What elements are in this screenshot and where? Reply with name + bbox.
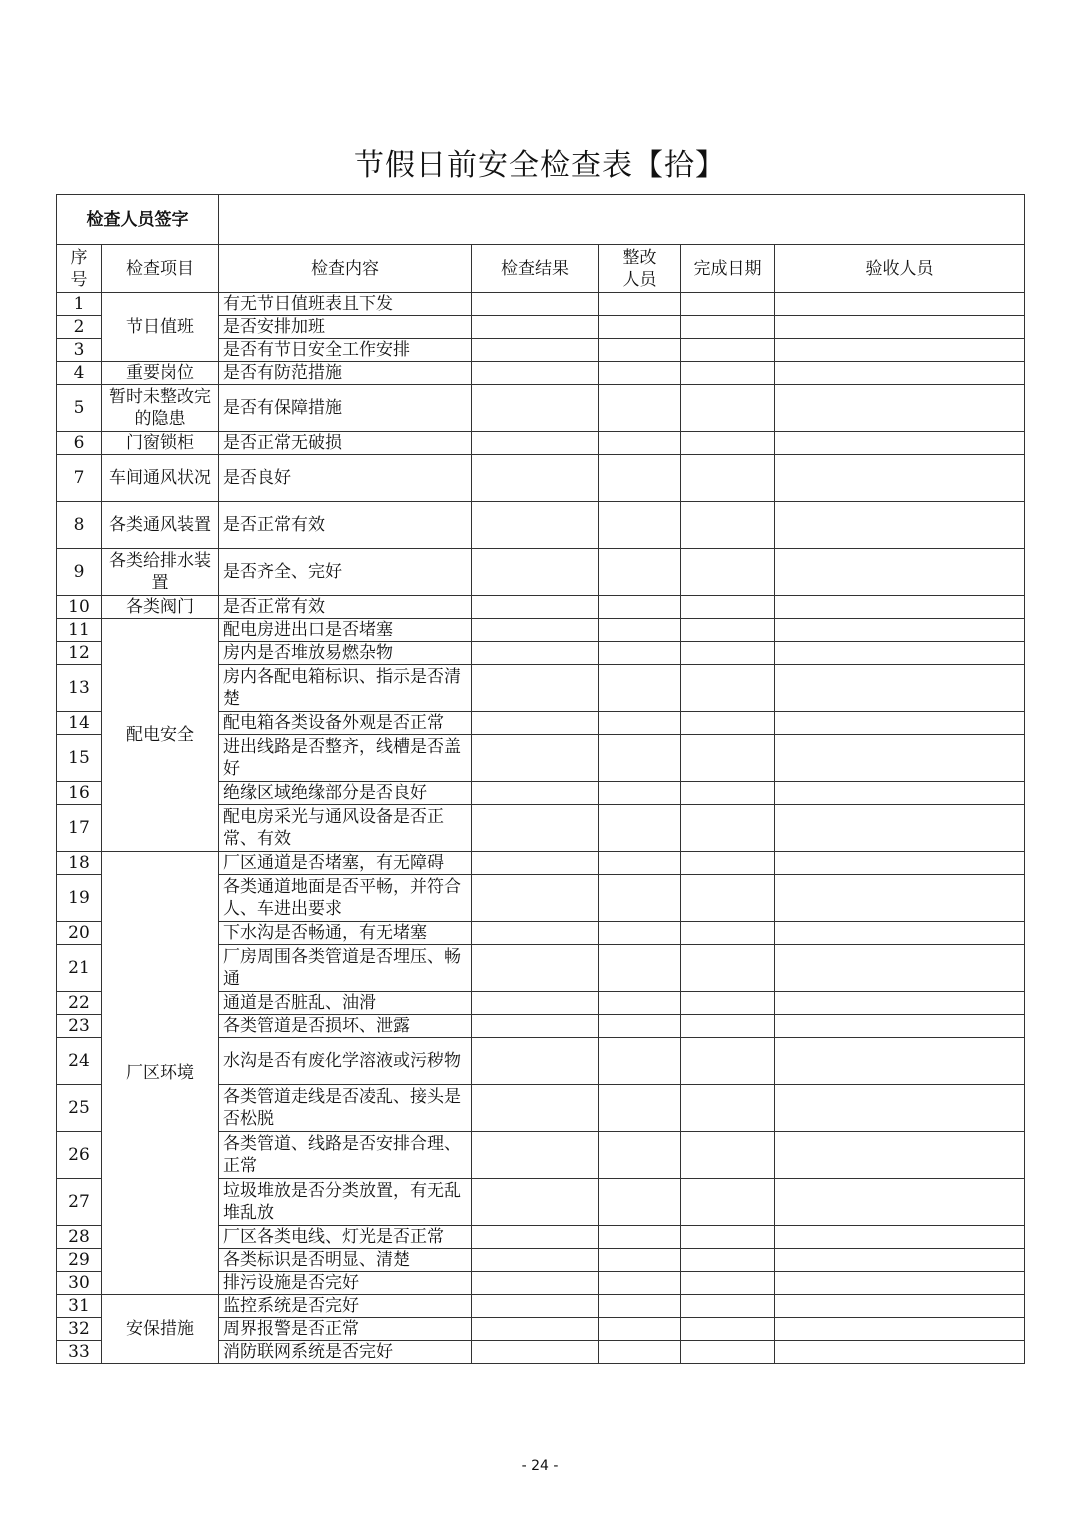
acceptor-cell[interactable] bbox=[775, 1038, 1025, 1085]
rectifier-cell[interactable] bbox=[599, 945, 681, 992]
page-number: - 24 - bbox=[521, 1458, 559, 1474]
check-item: 暂时未整改完的隐患 bbox=[102, 385, 219, 432]
result-cell[interactable] bbox=[472, 735, 599, 782]
result-cell[interactable] bbox=[472, 596, 599, 619]
row-number: 17 bbox=[57, 805, 102, 852]
check-item: 重要岗位 bbox=[102, 362, 219, 385]
rectifier-cell[interactable] bbox=[599, 316, 681, 339]
row-number: 15 bbox=[57, 735, 102, 782]
check-content: 配电房进出口是否堵塞 bbox=[219, 619, 472, 642]
date-cell[interactable] bbox=[681, 362, 775, 385]
result-cell[interactable] bbox=[472, 1179, 599, 1226]
check-content: 各类管道、线路是否安排合理、正常 bbox=[219, 1132, 472, 1179]
acceptor-cell[interactable] bbox=[775, 1295, 1025, 1318]
check-content: 是否有节日安全工作安排 bbox=[219, 339, 472, 362]
check-content: 是否有保障措施 bbox=[219, 385, 472, 432]
date-cell[interactable] bbox=[681, 596, 775, 619]
check-content: 各类管道是否损坏、泄露 bbox=[219, 1015, 472, 1038]
check-content: 排污设施是否完好 bbox=[219, 1272, 472, 1295]
result-cell[interactable] bbox=[472, 1038, 599, 1085]
check-content: 是否正常无破损 bbox=[219, 432, 472, 455]
signature-field[interactable] bbox=[219, 195, 1025, 245]
acceptor-cell[interactable] bbox=[775, 1318, 1025, 1341]
table-row bbox=[57, 852, 1025, 875]
row-number: 14 bbox=[57, 712, 102, 735]
result-cell[interactable] bbox=[472, 619, 599, 642]
acceptor-cell[interactable] bbox=[775, 1341, 1025, 1364]
acceptor-cell[interactable] bbox=[775, 992, 1025, 1015]
result-cell[interactable] bbox=[472, 1226, 599, 1249]
check-content: 通道是否脏乱、油滑 bbox=[219, 992, 472, 1015]
acceptor-cell[interactable] bbox=[775, 1085, 1025, 1132]
acceptor-cell[interactable] bbox=[775, 339, 1025, 362]
rectifier-cell[interactable] bbox=[599, 362, 681, 385]
rectifier-cell[interactable] bbox=[599, 735, 681, 782]
rectifier-cell[interactable] bbox=[599, 619, 681, 642]
acceptor-cell[interactable] bbox=[775, 642, 1025, 665]
row-number: 4 bbox=[57, 362, 102, 385]
date-cell[interactable] bbox=[681, 992, 775, 1015]
check-content: 进出线路是否整齐，线槽是否盖好 bbox=[219, 735, 472, 782]
acceptor-cell[interactable] bbox=[775, 432, 1025, 455]
rectifier-cell[interactable] bbox=[599, 1272, 681, 1295]
result-cell[interactable] bbox=[472, 1132, 599, 1179]
check-content: 各类标识是否明显、清楚 bbox=[219, 1249, 472, 1272]
check-content: 房内是否堆放易燃杂物 bbox=[219, 642, 472, 665]
row-number: 3 bbox=[57, 339, 102, 362]
check-item: 安保措施 bbox=[102, 1295, 219, 1364]
date-cell[interactable] bbox=[681, 1085, 775, 1132]
acceptor-cell[interactable] bbox=[775, 875, 1025, 922]
check-content: 周界报警是否正常 bbox=[219, 1318, 472, 1341]
table-row bbox=[57, 432, 1025, 455]
rectifier-cell[interactable] bbox=[599, 712, 681, 735]
header-result: 检查结果 bbox=[472, 245, 599, 293]
row-number: 30 bbox=[57, 1272, 102, 1295]
date-cell[interactable] bbox=[681, 1038, 775, 1085]
check-item: 节日值班 bbox=[102, 293, 219, 362]
acceptor-cell[interactable] bbox=[775, 852, 1025, 875]
acceptor-cell[interactable] bbox=[775, 1015, 1025, 1038]
rectifier-cell[interactable] bbox=[599, 1015, 681, 1038]
rectifier-cell[interactable] bbox=[599, 922, 681, 945]
check-content: 水沟是否有废化学溶液或污秽物 bbox=[219, 1038, 472, 1085]
rectifier-cell[interactable] bbox=[599, 1132, 681, 1179]
acceptor-cell[interactable] bbox=[775, 549, 1025, 596]
rectifier-cell[interactable] bbox=[599, 665, 681, 712]
header-content: 检查内容 bbox=[219, 245, 472, 293]
inspection-table bbox=[56, 194, 1025, 1364]
acceptor-cell[interactable] bbox=[775, 596, 1025, 619]
row-number: 32 bbox=[57, 1318, 102, 1341]
row-number: 28 bbox=[57, 1226, 102, 1249]
rectifier-cell[interactable] bbox=[599, 1341, 681, 1364]
result-cell[interactable] bbox=[472, 782, 599, 805]
check-item: 厂区环境 bbox=[102, 852, 219, 1295]
table-row bbox=[57, 362, 1025, 385]
result-cell[interactable] bbox=[472, 385, 599, 432]
date-cell[interactable] bbox=[681, 1132, 775, 1179]
check-item: 车间通风状况 bbox=[102, 455, 219, 502]
page-title: 节假日前安全检查表【拾】 bbox=[354, 148, 726, 183]
result-cell[interactable] bbox=[472, 805, 599, 852]
acceptor-cell[interactable] bbox=[775, 385, 1025, 432]
table-row bbox=[57, 596, 1025, 619]
acceptor-cell[interactable] bbox=[775, 362, 1025, 385]
acceptor-cell[interactable] bbox=[775, 293, 1025, 316]
row-number: 12 bbox=[57, 642, 102, 665]
check-content: 房内各配电箱标识、指示是否清楚 bbox=[219, 665, 472, 712]
table-row bbox=[57, 502, 1025, 549]
rectifier-cell[interactable] bbox=[599, 1085, 681, 1132]
date-cell[interactable] bbox=[681, 455, 775, 502]
date-cell[interactable] bbox=[681, 782, 775, 805]
date-cell[interactable] bbox=[681, 642, 775, 665]
row-number: 10 bbox=[57, 596, 102, 619]
check-content: 各类管道走线是否凌乱、接头是否松脱 bbox=[219, 1085, 472, 1132]
check-content: 消防联网系统是否完好 bbox=[219, 1341, 472, 1364]
result-cell[interactable] bbox=[472, 455, 599, 502]
rectifier-cell[interactable] bbox=[599, 502, 681, 549]
date-cell[interactable] bbox=[681, 945, 775, 992]
signature-row bbox=[57, 195, 1025, 245]
check-content: 厂区各类电线、灯光是否正常 bbox=[219, 1226, 472, 1249]
signature-label: 检查人员签字 bbox=[57, 195, 219, 245]
check-content: 配电房采光与通风设备是否正常、有效 bbox=[219, 805, 472, 852]
rectifier-cell[interactable] bbox=[599, 339, 681, 362]
date-cell[interactable] bbox=[681, 805, 775, 852]
row-number: 9 bbox=[57, 549, 102, 596]
acceptor-cell[interactable] bbox=[775, 619, 1025, 642]
row-number: 23 bbox=[57, 1015, 102, 1038]
rectifier-cell[interactable] bbox=[599, 293, 681, 316]
table-row bbox=[57, 455, 1025, 502]
result-cell[interactable] bbox=[472, 1341, 599, 1364]
date-cell[interactable] bbox=[681, 665, 775, 712]
rectifier-cell[interactable] bbox=[599, 549, 681, 596]
row-number: 6 bbox=[57, 432, 102, 455]
check-content: 垃圾堆放是否分类放置，有无乱堆乱放 bbox=[219, 1179, 472, 1226]
rectifier-cell[interactable] bbox=[599, 992, 681, 1015]
result-cell[interactable] bbox=[472, 502, 599, 549]
acceptor-cell[interactable] bbox=[775, 316, 1025, 339]
result-cell[interactable] bbox=[472, 1272, 599, 1295]
result-cell[interactable] bbox=[472, 1295, 599, 1318]
result-cell[interactable] bbox=[472, 362, 599, 385]
date-cell[interactable] bbox=[681, 1341, 775, 1364]
acceptor-cell[interactable] bbox=[775, 805, 1025, 852]
row-number: 24 bbox=[57, 1038, 102, 1085]
header-acceptor: 验收人员 bbox=[775, 245, 1025, 293]
date-cell[interactable] bbox=[681, 502, 775, 549]
date-cell[interactable] bbox=[681, 922, 775, 945]
row-number: 33 bbox=[57, 1341, 102, 1364]
rectifier-cell[interactable] bbox=[599, 875, 681, 922]
acceptor-cell[interactable] bbox=[775, 712, 1025, 735]
result-cell[interactable] bbox=[472, 852, 599, 875]
row-number: 7 bbox=[57, 455, 102, 502]
date-cell[interactable] bbox=[681, 735, 775, 782]
row-number: 16 bbox=[57, 782, 102, 805]
row-number: 8 bbox=[57, 502, 102, 549]
row-number: 26 bbox=[57, 1132, 102, 1179]
check-item: 各类给排水装置 bbox=[102, 549, 219, 596]
check-item: 配电安全 bbox=[102, 619, 219, 852]
check-content: 有无节日值班表且下发 bbox=[219, 293, 472, 316]
check-content: 是否有防范措施 bbox=[219, 362, 472, 385]
acceptor-cell[interactable] bbox=[775, 1179, 1025, 1226]
header-item: 检查项目 bbox=[102, 245, 219, 293]
header-rectifier: 整改人员 bbox=[599, 245, 681, 293]
acceptor-cell[interactable] bbox=[775, 1272, 1025, 1295]
rectifier-cell[interactable] bbox=[599, 432, 681, 455]
check-content: 厂区通道是否堵塞，有无障碍 bbox=[219, 852, 472, 875]
date-cell[interactable] bbox=[681, 1179, 775, 1226]
check-content: 是否齐全、完好 bbox=[219, 549, 472, 596]
result-cell[interactable] bbox=[472, 712, 599, 735]
date-cell[interactable] bbox=[681, 619, 775, 642]
check-content: 是否正常有效 bbox=[219, 596, 472, 619]
check-content: 下水沟是否畅通，有无堵塞 bbox=[219, 922, 472, 945]
check-content: 是否安排加班 bbox=[219, 316, 472, 339]
check-item: 各类阀门 bbox=[102, 596, 219, 619]
result-cell[interactable] bbox=[472, 1015, 599, 1038]
date-cell[interactable] bbox=[681, 1295, 775, 1318]
rectifier-cell[interactable] bbox=[599, 1179, 681, 1226]
date-cell[interactable] bbox=[681, 339, 775, 362]
result-cell[interactable] bbox=[472, 945, 599, 992]
header-seq: 序号 bbox=[57, 245, 102, 293]
result-cell[interactable] bbox=[472, 875, 599, 922]
header-date: 完成日期 bbox=[681, 245, 775, 293]
row-number: 13 bbox=[57, 665, 102, 712]
date-cell[interactable] bbox=[681, 316, 775, 339]
result-cell[interactable] bbox=[472, 293, 599, 316]
acceptor-cell[interactable] bbox=[775, 1132, 1025, 1179]
acceptor-cell[interactable] bbox=[775, 665, 1025, 712]
row-number: 5 bbox=[57, 385, 102, 432]
check-content: 监控系统是否完好 bbox=[219, 1295, 472, 1318]
rectifier-cell[interactable] bbox=[599, 1226, 681, 1249]
rectifier-cell[interactable] bbox=[599, 1038, 681, 1085]
row-number: 1 bbox=[57, 293, 102, 316]
date-cell[interactable] bbox=[681, 875, 775, 922]
rectifier-cell[interactable] bbox=[599, 1295, 681, 1318]
rectifier-cell[interactable] bbox=[599, 596, 681, 619]
date-cell[interactable] bbox=[681, 1015, 775, 1038]
acceptor-cell[interactable] bbox=[775, 455, 1025, 502]
rectifier-cell[interactable] bbox=[599, 385, 681, 432]
result-cell[interactable] bbox=[472, 1318, 599, 1341]
date-cell[interactable] bbox=[681, 852, 775, 875]
result-cell[interactable] bbox=[472, 922, 599, 945]
result-cell[interactable] bbox=[472, 339, 599, 362]
row-number: 27 bbox=[57, 1179, 102, 1226]
rectifier-cell[interactable] bbox=[599, 805, 681, 852]
rectifier-cell[interactable] bbox=[599, 782, 681, 805]
acceptor-cell[interactable] bbox=[775, 1226, 1025, 1249]
row-number: 25 bbox=[57, 1085, 102, 1132]
check-item: 门窗锁柜 bbox=[102, 432, 219, 455]
row-number: 21 bbox=[57, 945, 102, 992]
acceptor-cell[interactable] bbox=[775, 782, 1025, 805]
rectifier-cell[interactable] bbox=[599, 1249, 681, 1272]
date-cell[interactable] bbox=[681, 549, 775, 596]
rectifier-cell[interactable] bbox=[599, 455, 681, 502]
check-content: 是否良好 bbox=[219, 455, 472, 502]
result-cell[interactable] bbox=[472, 549, 599, 596]
acceptor-cell[interactable] bbox=[775, 502, 1025, 549]
date-cell[interactable] bbox=[681, 1272, 775, 1295]
date-cell[interactable] bbox=[681, 1249, 775, 1272]
result-cell[interactable] bbox=[472, 992, 599, 1015]
date-cell[interactable] bbox=[681, 1318, 775, 1341]
date-cell[interactable] bbox=[681, 432, 775, 455]
check-content: 各类通道地面是否平畅，并符合人、车进出要求 bbox=[219, 875, 472, 922]
result-cell[interactable] bbox=[472, 1085, 599, 1132]
result-cell[interactable] bbox=[472, 316, 599, 339]
check-content: 绝缘区域绝缘部分是否良好 bbox=[219, 782, 472, 805]
result-cell[interactable] bbox=[472, 665, 599, 712]
date-cell[interactable] bbox=[681, 1226, 775, 1249]
table-row bbox=[57, 385, 1025, 432]
row-number: 31 bbox=[57, 1295, 102, 1318]
result-cell[interactable] bbox=[472, 1249, 599, 1272]
acceptor-cell[interactable] bbox=[775, 735, 1025, 782]
row-number: 29 bbox=[57, 1249, 102, 1272]
row-number: 20 bbox=[57, 922, 102, 945]
header-row bbox=[57, 245, 1025, 293]
row-number: 19 bbox=[57, 875, 102, 922]
check-content: 厂房周围各类管道是否埋压、畅通 bbox=[219, 945, 472, 992]
check-content: 是否正常有效 bbox=[219, 502, 472, 549]
date-cell[interactable] bbox=[681, 712, 775, 735]
table-row bbox=[57, 293, 1025, 316]
table-row bbox=[57, 549, 1025, 596]
acceptor-cell[interactable] bbox=[775, 945, 1025, 992]
table-row bbox=[57, 1295, 1025, 1318]
row-number: 11 bbox=[57, 619, 102, 642]
date-cell[interactable] bbox=[681, 385, 775, 432]
row-number: 18 bbox=[57, 852, 102, 875]
date-cell[interactable] bbox=[681, 293, 775, 316]
rectifier-cell[interactable] bbox=[599, 642, 681, 665]
acceptor-cell[interactable] bbox=[775, 922, 1025, 945]
check-item: 各类通风装置 bbox=[102, 502, 219, 549]
rectifier-cell[interactable] bbox=[599, 1318, 681, 1341]
row-number: 2 bbox=[57, 316, 102, 339]
result-cell[interactable] bbox=[472, 432, 599, 455]
rectifier-cell[interactable] bbox=[599, 852, 681, 875]
acceptor-cell[interactable] bbox=[775, 1249, 1025, 1272]
check-content: 配电箱各类设备外观是否正常 bbox=[219, 712, 472, 735]
row-number: 22 bbox=[57, 992, 102, 1015]
result-cell[interactable] bbox=[472, 642, 599, 665]
table-row bbox=[57, 619, 1025, 642]
